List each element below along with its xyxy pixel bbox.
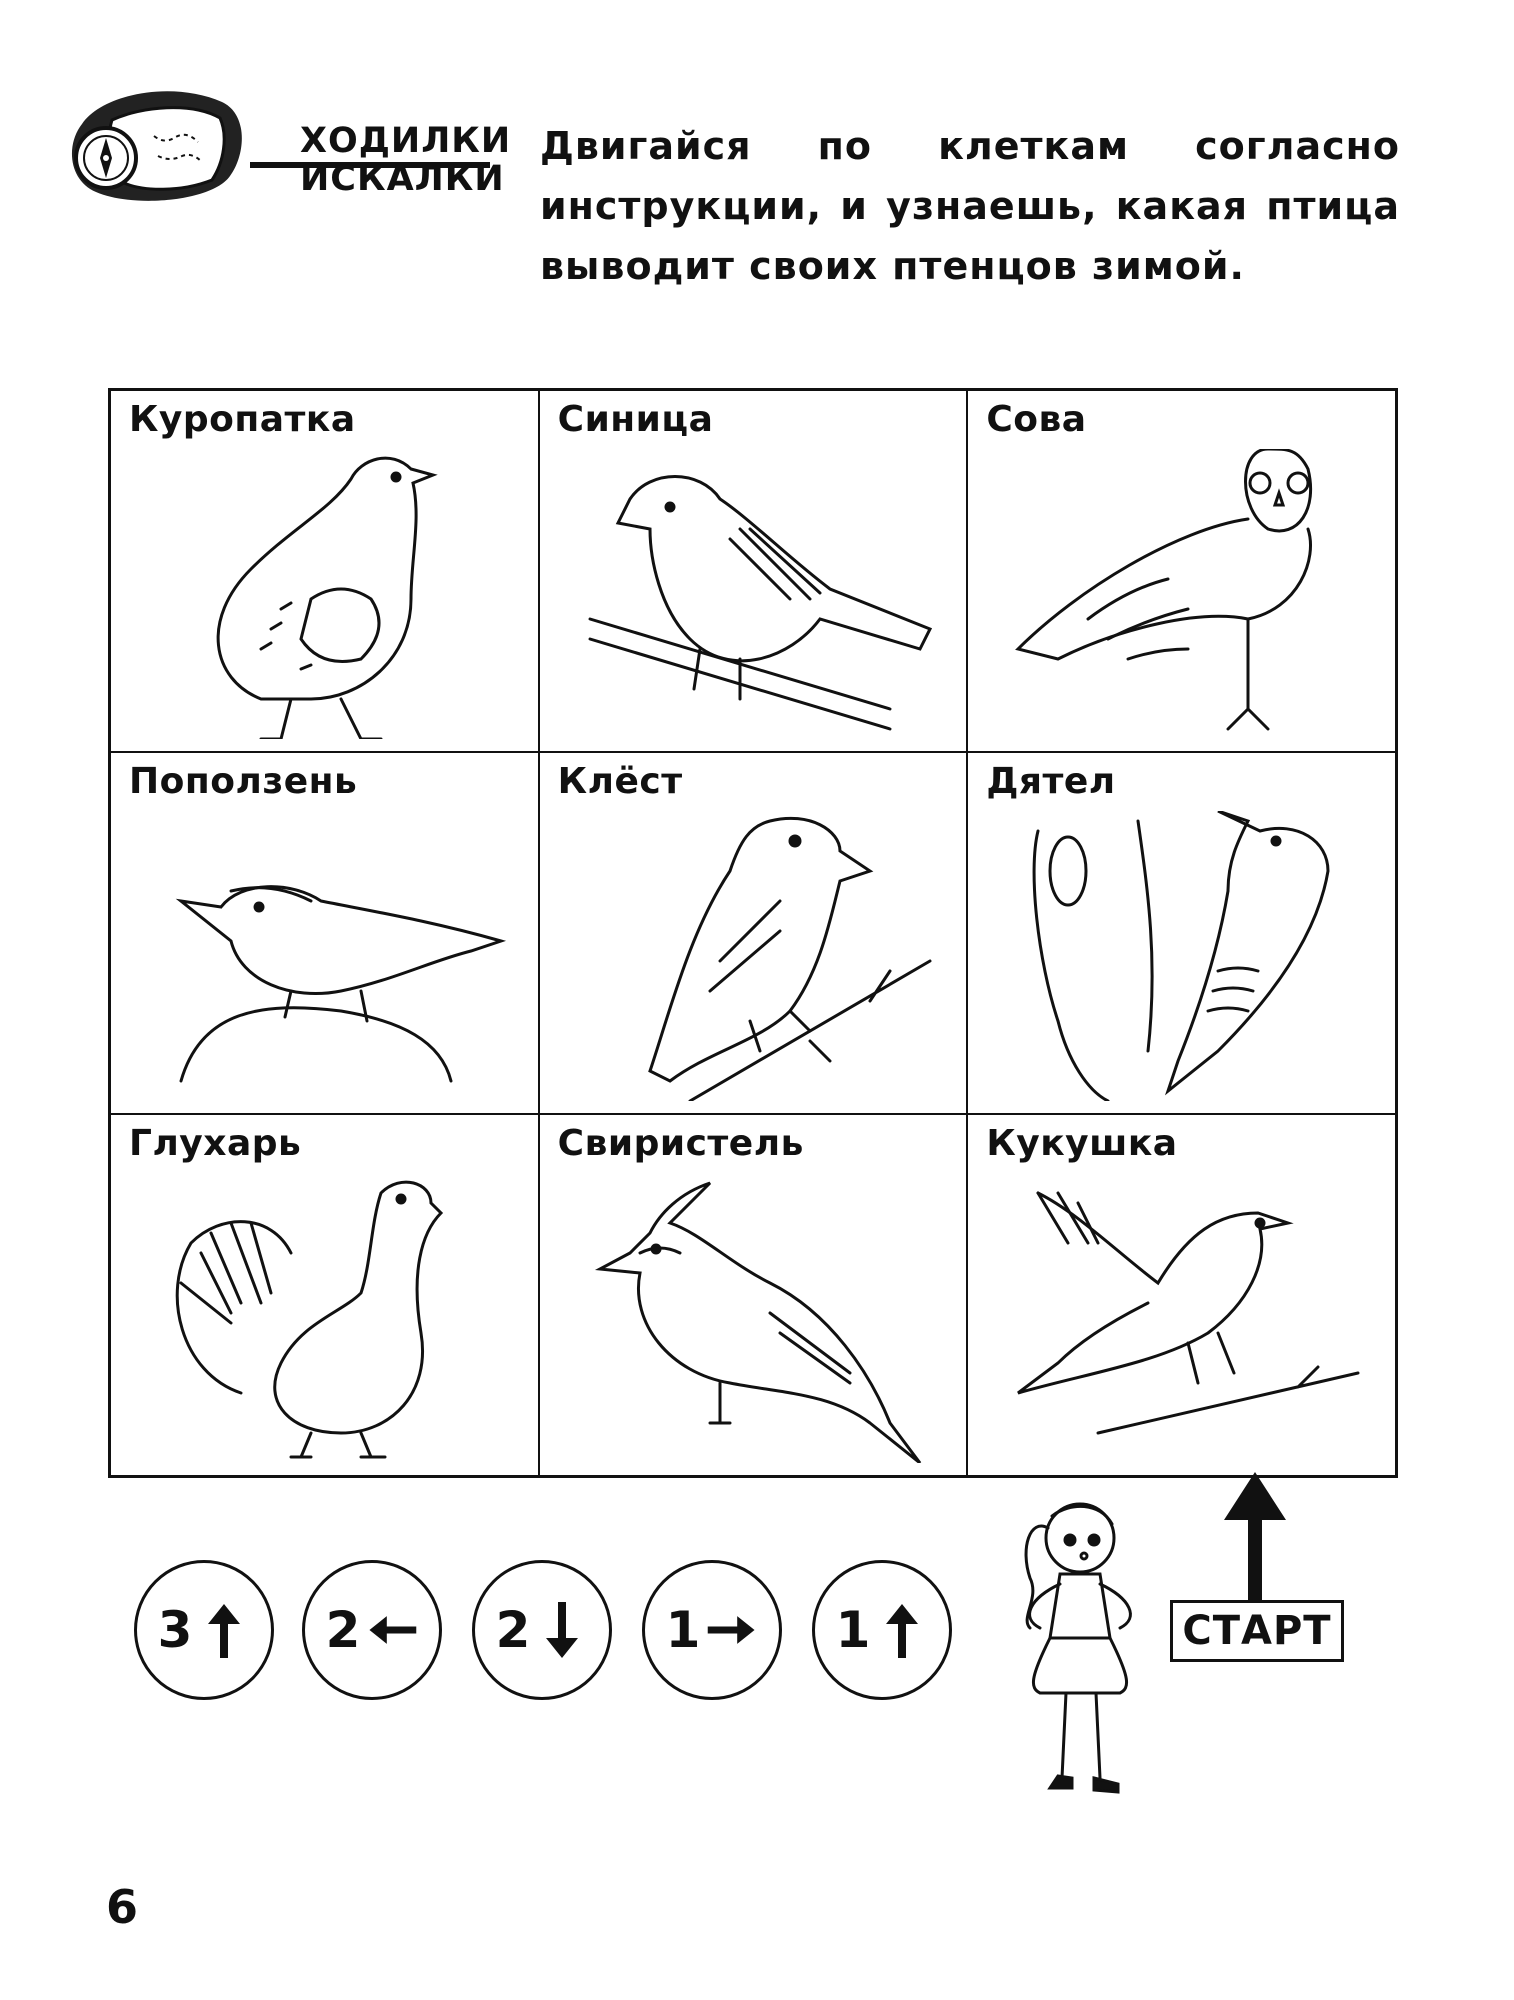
step-2-down bbox=[472, 1560, 612, 1700]
map-compass-logo-icon bbox=[62, 84, 252, 212]
cuckoo-icon bbox=[998, 1173, 1368, 1463]
bird-grid bbox=[108, 388, 1398, 1478]
page-number: 6 bbox=[106, 1880, 139, 1934]
cell-partridge[interactable] bbox=[110, 390, 539, 752]
step-count: 2 bbox=[495, 1601, 531, 1659]
instructions-text: Двигайся по клеткам согласно инструкции, и узнаешь, какая птица выводит своих птенцов зимой. bbox=[540, 124, 1400, 288]
left-arrow-icon bbox=[366, 1600, 418, 1660]
nuthatch-icon bbox=[141, 811, 511, 1101]
cell-label: Клёст bbox=[557, 761, 683, 802]
cell-nuthatch[interactable] bbox=[110, 752, 539, 1114]
cell-label: Дятел bbox=[986, 761, 1116, 802]
cell-label: Свиристель bbox=[557, 1123, 804, 1164]
capercaillie-icon bbox=[141, 1173, 511, 1463]
cell-label: Поползень bbox=[129, 761, 358, 802]
up-arrow-icon bbox=[198, 1600, 250, 1660]
section-title-line1: ХОДИЛКИ bbox=[300, 121, 512, 161]
cell-cuckoo[interactable] bbox=[967, 1114, 1396, 1476]
start-arrow-icon bbox=[1220, 1470, 1290, 1602]
step-1-right bbox=[642, 1560, 782, 1700]
start-label: СТАРТ bbox=[1170, 1600, 1344, 1662]
step-1-up bbox=[812, 1560, 952, 1700]
section-title bbox=[300, 121, 512, 199]
right-arrow-icon bbox=[706, 1600, 758, 1660]
cell-label: Сова bbox=[986, 399, 1087, 440]
cell-tit[interactable] bbox=[539, 390, 968, 752]
step-2-left bbox=[302, 1560, 442, 1700]
cell-woodpecker[interactable] bbox=[967, 752, 1396, 1114]
section-title-line2: ИСКАЛКИ bbox=[300, 159, 505, 199]
step-count: 2 bbox=[325, 1601, 361, 1659]
partridge-icon bbox=[141, 449, 511, 739]
waxwing-icon bbox=[570, 1173, 940, 1463]
step-count: 1 bbox=[835, 1601, 871, 1659]
step-count: 3 bbox=[157, 1601, 193, 1659]
cell-capercaillie[interactable] bbox=[110, 1114, 539, 1476]
cell-label: Куропатка bbox=[129, 399, 356, 440]
crossbill-icon bbox=[570, 811, 940, 1101]
cell-label: Кукушка bbox=[986, 1123, 1178, 1164]
owl-icon bbox=[998, 449, 1368, 739]
cell-crossbill[interactable] bbox=[539, 752, 968, 1114]
cell-owl[interactable] bbox=[967, 390, 1396, 752]
step-3-up bbox=[134, 1560, 274, 1700]
tit-icon bbox=[570, 449, 940, 739]
step-count: 1 bbox=[665, 1601, 701, 1659]
cell-label: Синица bbox=[557, 399, 714, 440]
woodpecker-icon bbox=[998, 811, 1368, 1101]
cell-waxwing[interactable] bbox=[539, 1114, 968, 1476]
cell-label: Глухарь bbox=[129, 1123, 302, 1164]
up-arrow-icon bbox=[876, 1600, 928, 1660]
down-arrow-icon bbox=[536, 1600, 588, 1660]
girl-illustration-icon bbox=[1000, 1488, 1150, 1810]
